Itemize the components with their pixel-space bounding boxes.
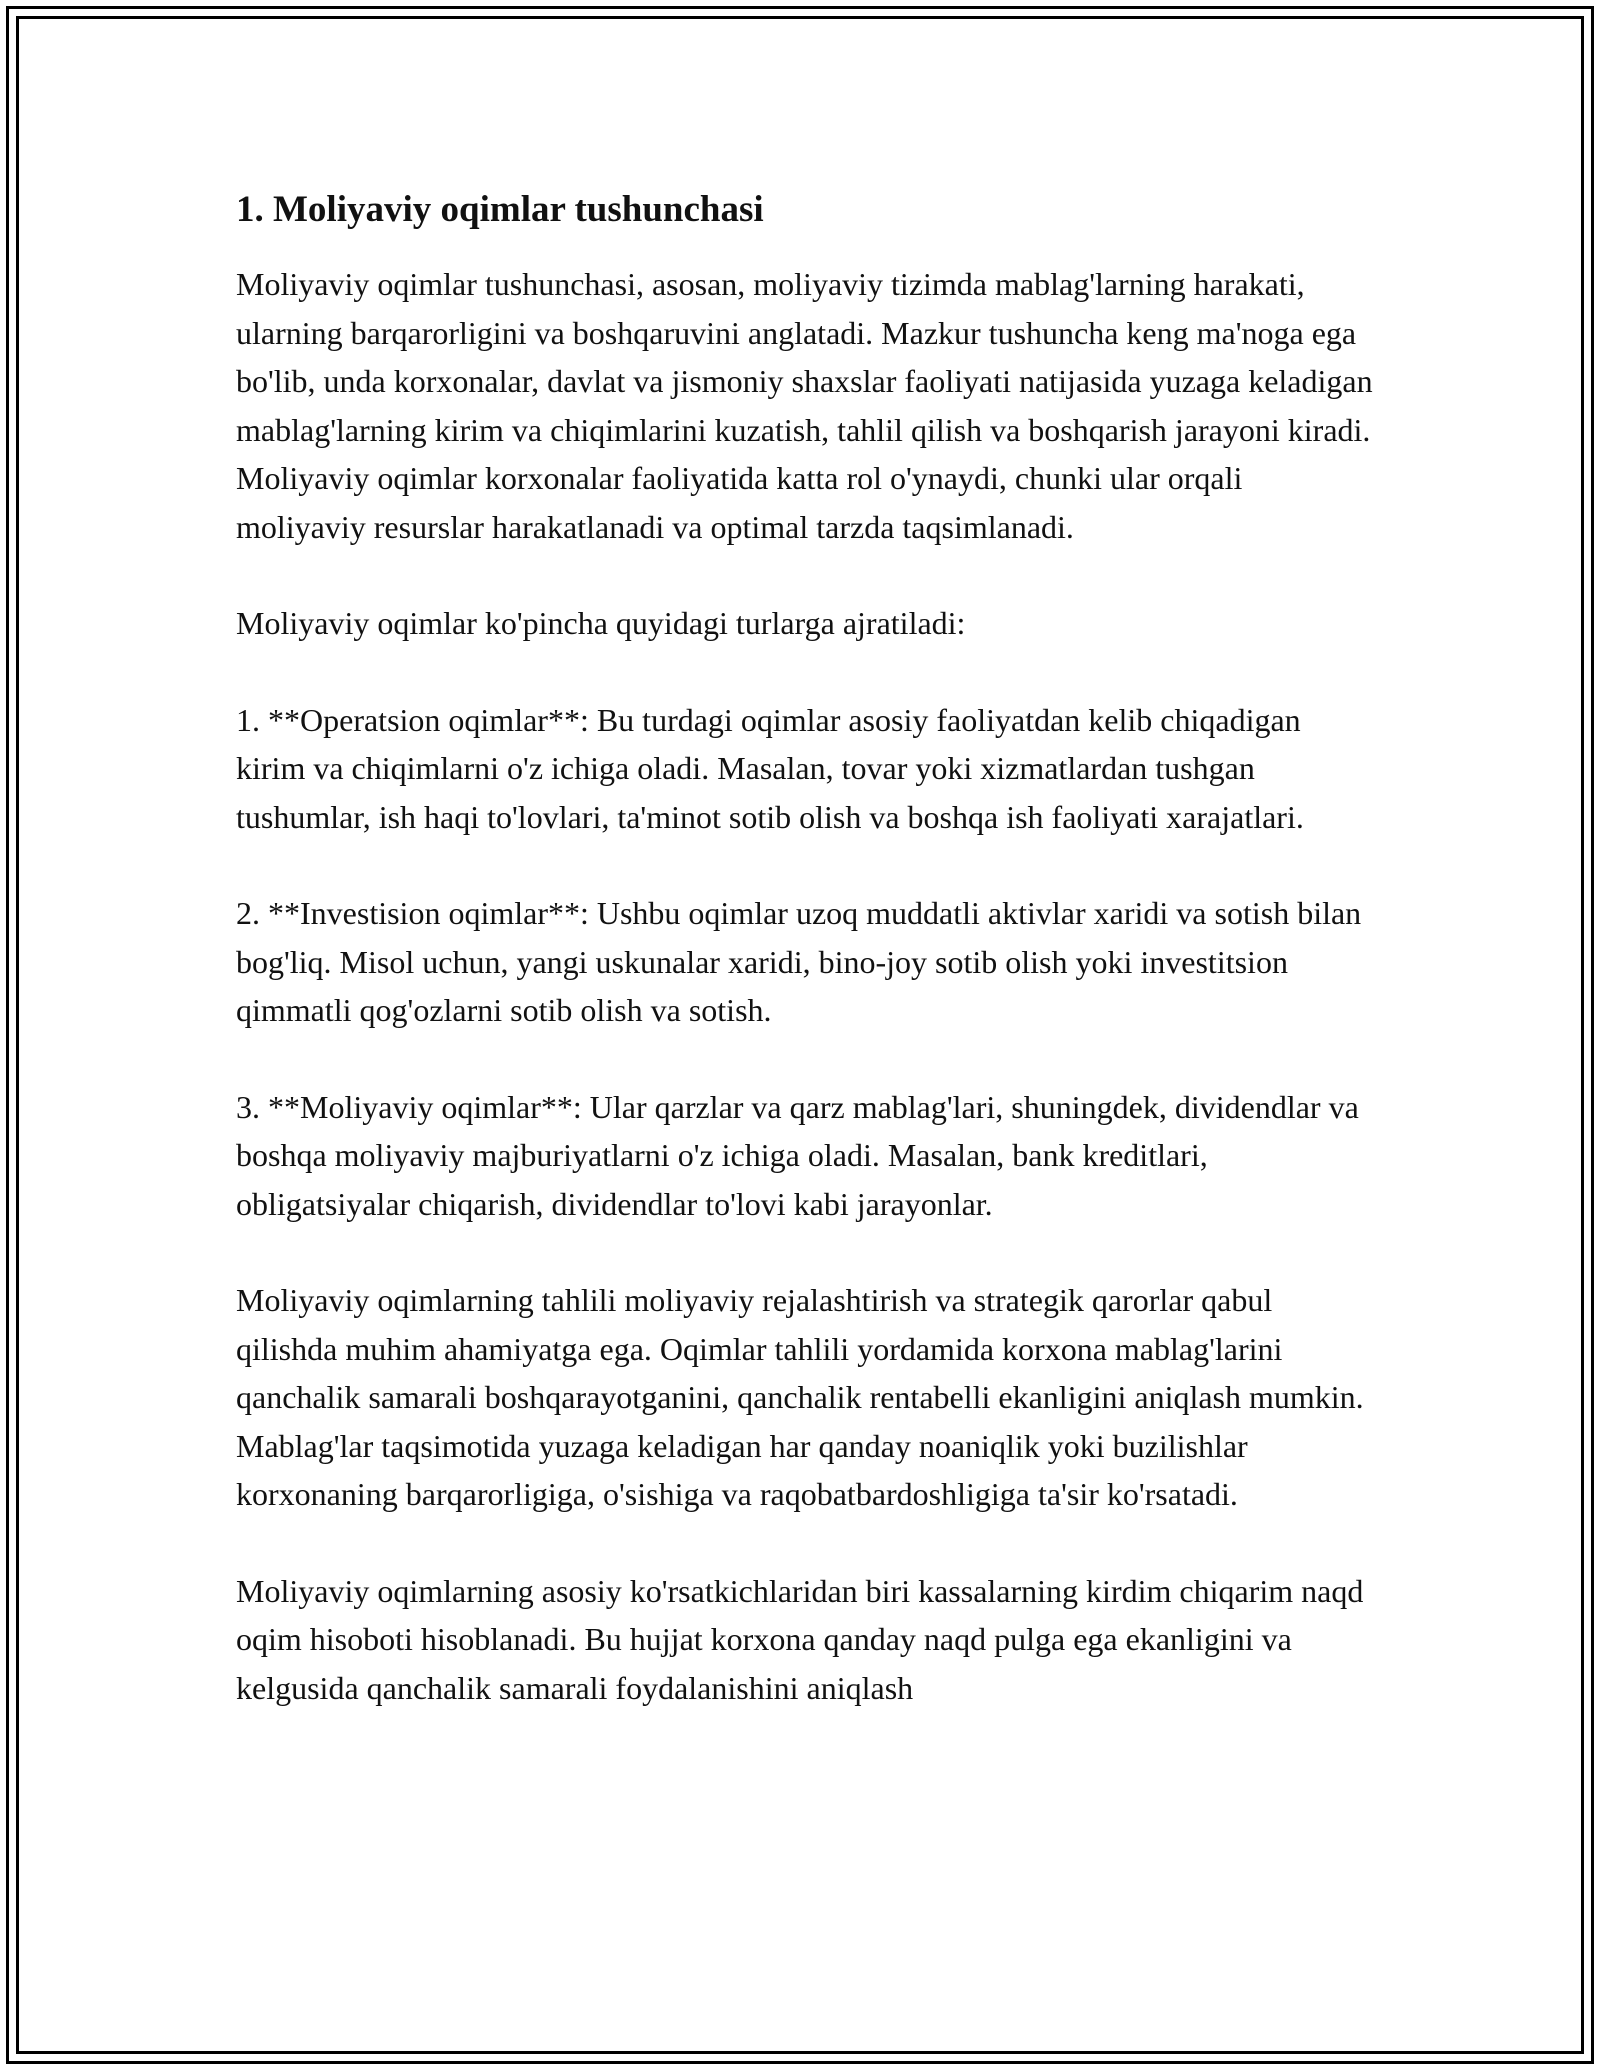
paragraph-cash-flow-report: Moliyaviy oqimlarning asosiy ko'rsatkichlaridan biri kassalarning kirdim chiqarim naqd oqim hisoboti hisoblanadi. Bu hujjat korxona qanday naqd pulga ega ekanligini va kelgusida qanchalik samarali foydalanishini aniqlash (236, 1572, 1364, 1706)
paragraph-analysis: Moliyaviy oqimlarning tahlili moliyaviy rejalashtirish va strategik qarorlar qabul qilishda muhim ahamiyatga ega. Oqimlar tahlili yordamida korxona mablag'larini qanchalik samarali boshqarayotganini, qanchalik rentabelli ekanligini aniqlash mumkin. Mablag'lar taqsimotida yuzaga keladigan har qanday noaniqlik yoki buzilishlar korxonaning barqarorligiga, o'sishiga va raqobatbardoshligiga ta'sir ko'rsatadi. (236, 1282, 1364, 1512)
list-item-financial-flows: 3. **Moliyaviy oqimlar**: Ular qarzlar va qarz mablag'lari, shuningdek, dividendlar va boshqa moliyaviy majburiyatlarni o'z ichiga oladi. Masalan, bank kreditlari, obligatsiyalar chiqarish, dividendlar to'lovi kabi jarayonlar. (236, 1088, 1359, 1222)
list-item-operational-flows: 1. **Operatsion oqimlar**: Bu turdagi oqimlar asosiy faoliyatdan kelib chiqadigan kirim va chiqimlarni o'z ichiga oladi. Masalan, tovar yoki xizmatlardan tushgan tushumlar, ish haqi to'lovlari, ta'minot sotib olish va boshqa ish faoliyati xarajatlari. (236, 701, 1304, 835)
paragraph-types-intro: Moliyaviy oqimlar ko'pincha quyidagi turlarga ajratiladi: (236, 605, 966, 641)
list-item-investment-flows: 2. **Investision oqimlar**: Ushbu oqimlar uzoq muddatli aktivlar xaridi va sotish bilan bog'liq. Misol uchun, yangi uskunalar xaridi, bino-joy sotib olish yoki investitsion qimmatli qog'ozlarni sotib olish va sotish. (236, 895, 1362, 1028)
paragraph-definition: Moliyaviy oqimlar tushunchasi, asosan, moliyaviy tizimda mablag'larning harakati, ularning barqarorligini va boshqaruvini anglatadi. Mazkur tushuncha keng ma'noga ega bo'lib, unda korxonalar, davlat va jismoniy shaxslar faoliyati natijasida yuzaga keladigan mablag'larning kirim va chiqimlarini kuzatish, tahlil qilish va boshqarish jarayoni kiradi. Moliyaviy oqimlar korxonalar faoliyatida katta rol o'ynaydi, chunki ular orqali moliyaviy resurslar harakatlanadi va optimal tarzda taqsimlanadi. (236, 266, 1373, 545)
section-heading: 1. Moliyaviy oqimlar tushunchasi (236, 189, 764, 230)
document-body (236, 186, 1376, 1712)
